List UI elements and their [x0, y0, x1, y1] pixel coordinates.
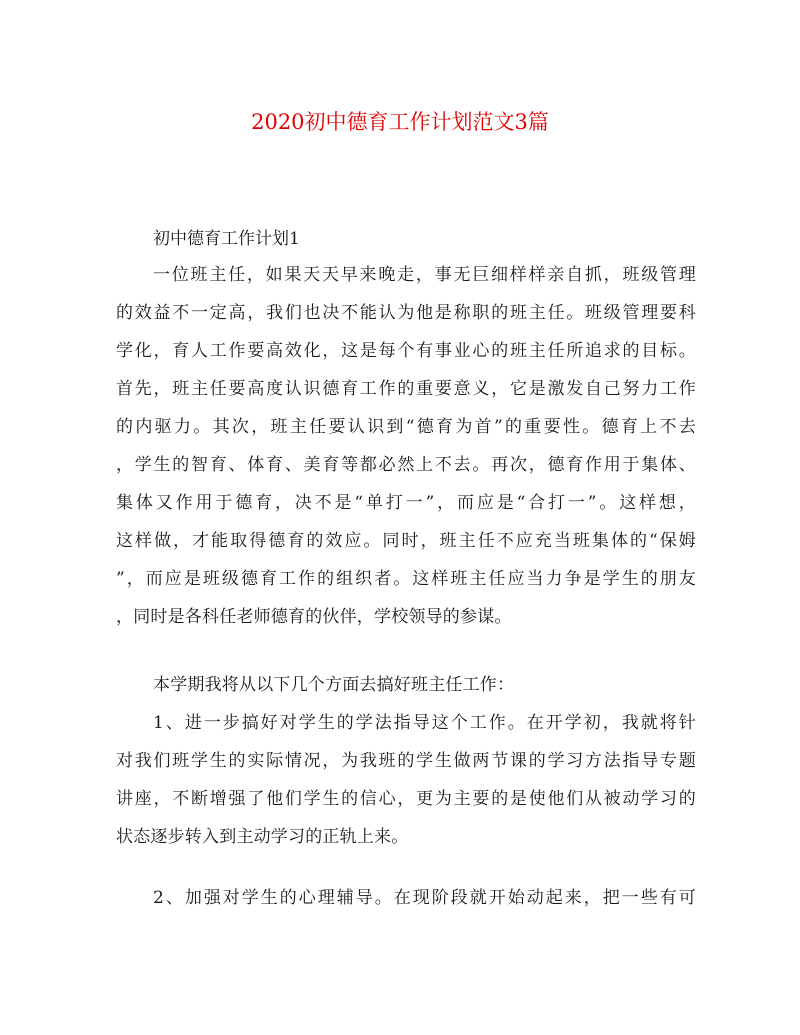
paragraph-3-line: 状态逐步转入到主动学习的正轨上来。 — [116, 827, 409, 847]
paragraph-3-line: 1、进一步搞好对学生的学法指导这个工作。在开学初，我就将针 — [153, 713, 696, 733]
paragraph-1-line: 集体又作用于德育，决不是“单打一”，而应是“合打一”。这样想， — [116, 493, 696, 513]
paragraph-1-line: ”，而应是班级德育工作的组织者。这样班主任应当力争是学生的朋友 — [116, 569, 696, 589]
paragraph-1-line: ，学生的智育、体育、美育等都必然上不去。再次，德育作用于集体、 — [116, 455, 696, 475]
paragraph-2: 本学期我将从以下几个方面去搞好班主任工作： — [153, 675, 515, 695]
paragraph-1-line: ，同时是各科任老师德育的伙伴，学校领导的参谋。 — [116, 607, 512, 627]
paragraph-1-line: 的效益不一定高，我们也决不能认为他是称职的班主任。班级管理要科 — [116, 303, 696, 323]
paragraph-3-line: 讲座，不断增强了他们学生的信心，更为主要的是使他们从被动学习的 — [116, 789, 696, 809]
paragraph-1-line: 的内驱力。其次，班主任要认识到“德育为首”的重要性。德育上不去 — [116, 417, 696, 437]
paragraph-4-line: 2、加强对学生的心理辅导。在现阶段就开始动起来，把一些有可 — [153, 888, 696, 908]
document-title: 2020初中德育工作计划范文3篇 — [251, 110, 549, 134]
paragraph-1-line: 一位班主任，如果天天早来晚走，事无巨细样样亲自抓，班级管理 — [153, 265, 696, 285]
paragraph-1-line: 首先，班主任要高度认识德育工作的重要意义，它是激发自己努力工作 — [116, 379, 696, 399]
paragraph-1-line: 这样做，才能取得德育的效应。同时，班主任不应充当班集体的“保姆 — [116, 531, 696, 551]
paragraph-3-line: 对我们班学生的实际情况，为我班的学生做两节课的学习方法指导专题 — [116, 751, 696, 771]
paragraph-1-line: 学化，育人工作要高效化，这是每个有事业心的班主任所追求的目标。 — [116, 341, 696, 361]
section-heading: 初中德育工作计划1 — [153, 229, 300, 249]
